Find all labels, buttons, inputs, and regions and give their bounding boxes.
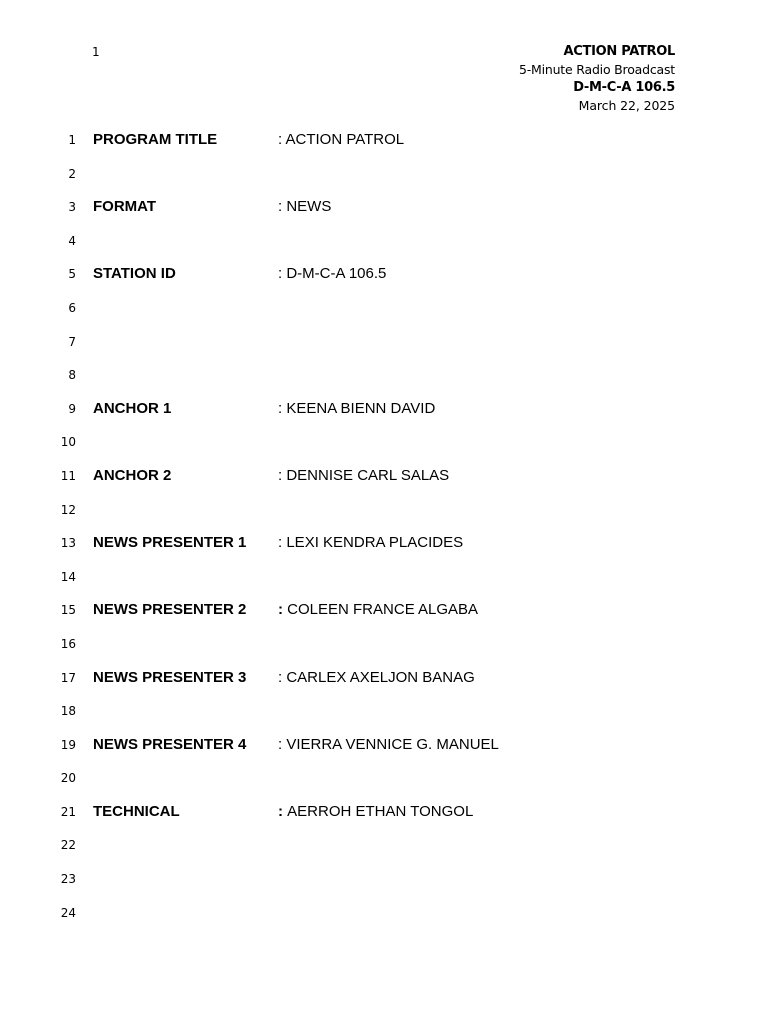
field-value-text: COLEEN FRANCE ALGABA	[287, 601, 479, 619]
script-line	[0, 291, 768, 325]
script-line	[0, 828, 768, 862]
line-number: 3	[68, 200, 76, 215]
header-date: March 22, 2025	[578, 98, 675, 113]
line-number: 15	[60, 603, 76, 618]
field-value	[278, 601, 478, 618]
line-number: 4	[68, 233, 76, 248]
header-subtitle: 5-Minute Radio Broadcast	[518, 62, 675, 77]
script-line	[0, 627, 768, 661]
field-value	[278, 534, 463, 551]
line-number: 14	[60, 569, 76, 584]
line-number: 21	[60, 804, 76, 819]
script-line	[0, 392, 768, 426]
script-line	[0, 593, 768, 627]
script-line	[0, 190, 768, 224]
line-number: 20	[60, 771, 76, 786]
script-lines	[0, 123, 768, 929]
field-colon: :	[278, 131, 286, 148]
document-header	[519, 43, 675, 115]
field-value	[278, 265, 386, 282]
field-label: ANCHOR 1	[93, 399, 172, 417]
field-label: NEWS PRESENTER 3	[93, 668, 247, 686]
script-line	[0, 761, 768, 795]
script-line	[0, 795, 768, 829]
field-colon: :	[278, 668, 287, 686]
field-colon: :	[278, 466, 287, 484]
script-line	[0, 123, 768, 157]
line-number: 7	[68, 334, 76, 349]
field-label: NEWS PRESENTER 4	[93, 735, 247, 753]
field-value-text: CARLEX AXELJON BANAG	[286, 668, 475, 686]
field-colon: :	[278, 802, 288, 820]
script-line	[0, 257, 768, 291]
field-value-text: VIERRA VENNICE G. MANUEL	[286, 735, 499, 753]
field-colon: :	[278, 735, 287, 753]
line-number: 12	[60, 502, 76, 517]
field-value	[278, 131, 404, 148]
field-value-text: ACTION PATROL	[285, 131, 405, 148]
field-label: NEWS PRESENTER 1	[93, 534, 247, 552]
line-number: 2	[68, 166, 76, 181]
script-line	[0, 560, 768, 594]
field-value	[278, 400, 435, 417]
script-line	[0, 358, 768, 392]
script-line	[0, 728, 768, 762]
field-value-text: NEWS	[286, 198, 332, 216]
line-number: 24	[60, 905, 76, 920]
line-number: 18	[60, 704, 76, 719]
field-value	[278, 669, 475, 686]
line-number: 1	[68, 133, 76, 147]
field-value	[278, 736, 499, 753]
script-line	[0, 425, 768, 459]
field-label: NEWS PRESENTER 2	[93, 601, 247, 619]
field-colon: :	[278, 534, 287, 552]
line-number: 16	[60, 636, 76, 651]
script-line	[0, 493, 768, 527]
field-label: ANCHOR 2	[93, 466, 172, 484]
line-number: 13	[60, 536, 76, 551]
field-label: STATION ID	[93, 265, 176, 283]
script-line	[0, 862, 768, 896]
line-number: 17	[60, 670, 76, 685]
field-value-text: LEXI KENDRA PLACIDES	[286, 534, 464, 552]
script-line	[0, 224, 768, 258]
field-value	[278, 803, 473, 820]
field-colon: :	[278, 399, 287, 417]
script-line	[0, 325, 768, 359]
field-label: PROGRAM TITLE	[93, 131, 218, 148]
page-number: 1	[92, 45, 100, 59]
script-line	[0, 896, 768, 930]
field-label: FORMAT	[93, 198, 157, 216]
field-colon: :	[278, 601, 288, 619]
script-line	[0, 526, 768, 560]
field-value-text: AERROH ETHAN TONGOL	[287, 802, 474, 820]
field-value-text: D-M-C-A 106.5	[286, 265, 387, 283]
line-number: 6	[68, 300, 76, 315]
line-number: 23	[60, 872, 76, 887]
field-colon: :	[278, 265, 287, 283]
script-line	[0, 459, 768, 493]
line-number: 5	[68, 267, 76, 282]
script-line	[0, 661, 768, 695]
field-value	[278, 467, 449, 484]
header-title: ACTION PATROL	[563, 44, 675, 59]
line-number: 8	[68, 368, 76, 383]
line-number: 22	[60, 838, 76, 853]
line-number: 9	[68, 401, 76, 416]
script-line	[0, 157, 768, 191]
script-line	[0, 694, 768, 728]
field-value-text: KEENA BIENN DAVID	[286, 399, 436, 417]
field-label: TECHNICAL	[93, 802, 180, 820]
field-value	[278, 198, 331, 215]
line-number: 10	[60, 435, 76, 450]
header-station: D-M-C-A 106.5	[573, 80, 675, 95]
field-value-text: DENNISE CARL SALAS	[286, 466, 450, 484]
line-number: 11	[60, 468, 76, 483]
line-number: 19	[60, 737, 76, 752]
field-colon: :	[278, 198, 287, 216]
